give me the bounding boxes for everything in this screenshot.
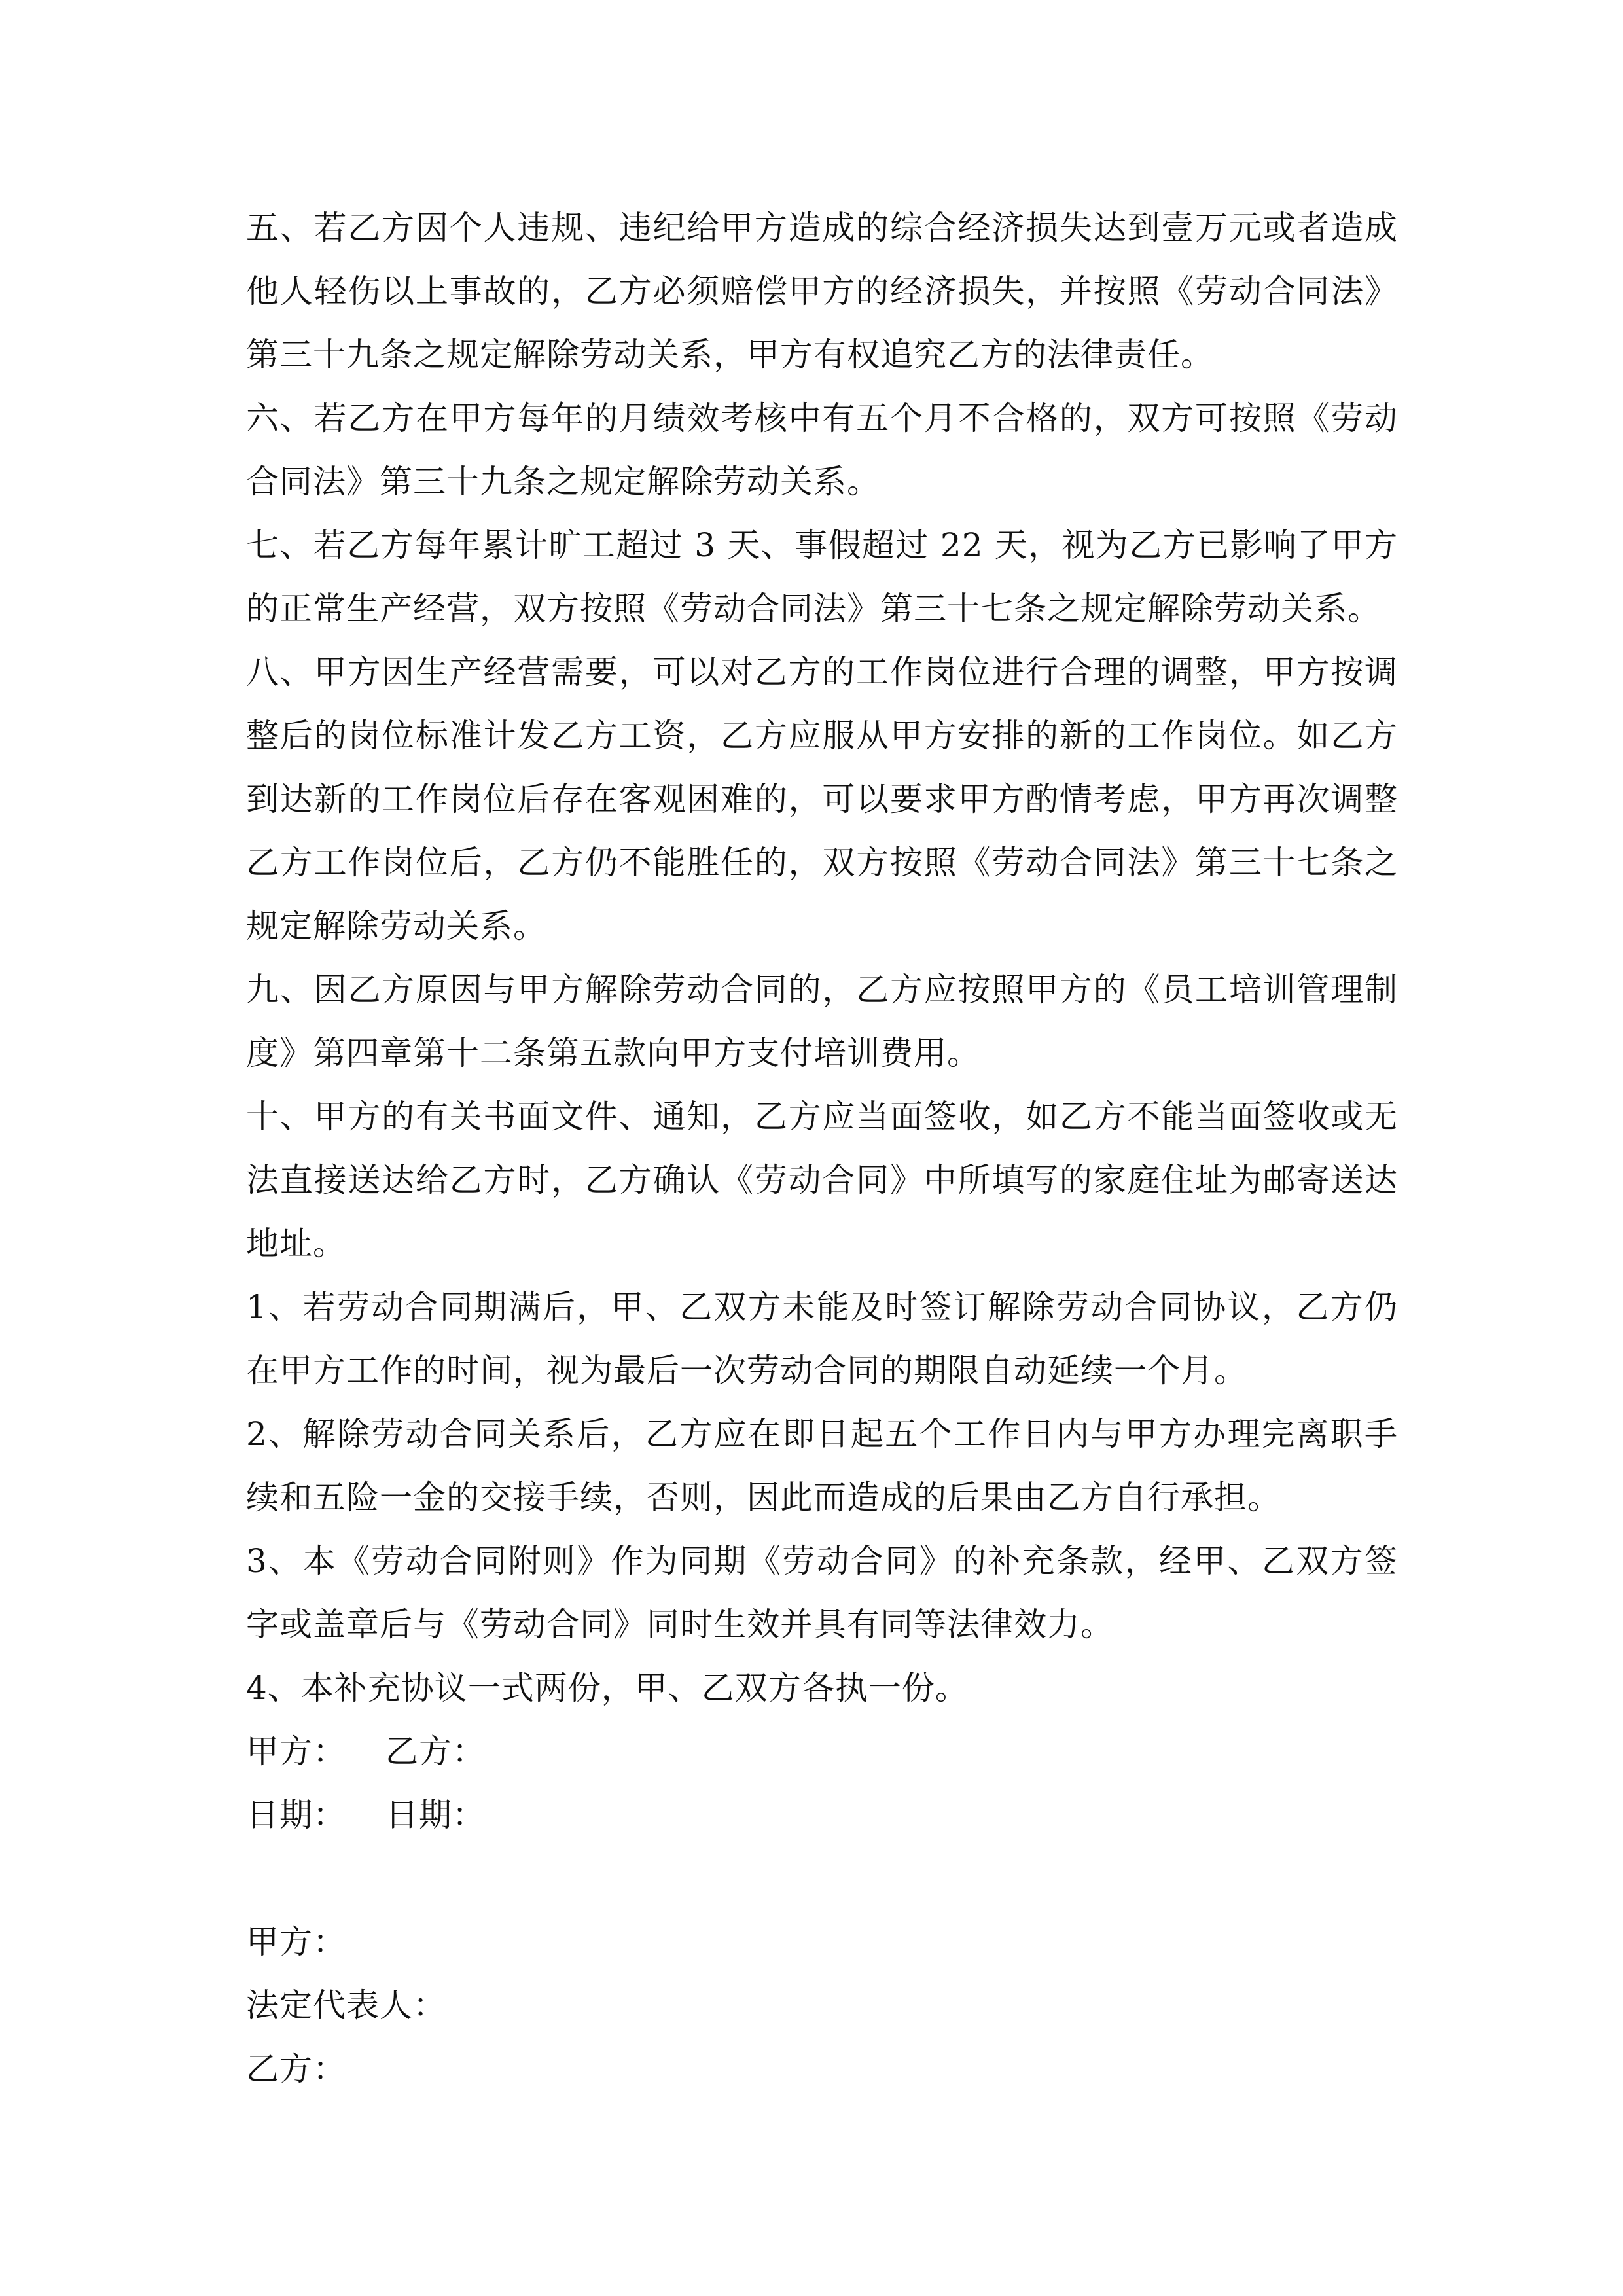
blank-line xyxy=(246,1847,1398,1910)
footer-party-b: 乙方： xyxy=(246,2050,346,2088)
sub-clause-1: 1、若劳动合同期满后，甲、乙双方未能及时签订解除劳动合同协议，乙方仍 在甲方工作的时间，视为最后一次劳动合同的期限自动延续一个月。 xyxy=(246,1288,1398,1390)
clause-6: 六、若乙方在甲方每年的月绩效考核中有五个月不合格的，双方可按照《劳动合同法》第三十九条之规定解除劳动关系。 xyxy=(246,399,1398,501)
clause-10: 十、甲方的有关书面文件、通知，乙方应当面签收，如乙方不能当面签收或无法直接送达给乙方时，乙方确认《劳动合同》中所填写的家庭住址为邮寄送达地址。 xyxy=(246,1098,1398,1263)
sub-clause-3: 3、本《劳动合同附则》作为同期《劳动合同》的补充条款，经甲、乙双方签字或盖章后与《劳动合同》同时生效并具有同等法律效力。 xyxy=(246,1542,1398,1643)
sub-clause-4: 4、本补充协议一式两份，甲、乙双方各执一份。 xyxy=(246,1669,969,1707)
clause-9: 九、因乙方原因与甲方解除劳动合同的，乙方应按照甲方的《员工培训管理制度》第四章第十二条第五款向甲方支付培训费用。 xyxy=(246,971,1398,1072)
contract-body xyxy=(246,196,1398,2101)
party-a-label: 甲方： xyxy=(246,1732,346,1770)
date-b-label: 日期： xyxy=(385,1796,486,1834)
clause-5: 五、若乙方因个人违规、违纪给甲方造成的综合经济损失达到壹万元或者造成他人轻伤以上事故的，乙方必须赔偿甲方的经济损失，并按照《劳动合同法》第三十九条之规定解除劳动关系，甲方有权追究乙方的法律责任。 xyxy=(246,209,1398,374)
footer-party-a: 甲方： xyxy=(246,1923,346,1961)
sub-clause-2: 2、解除劳动合同关系后，乙方应在即日起五个工作日内与甲方办理完离职手续和五险一金的交接手续，否则，因此而造成的后果由乙方自行承担。 xyxy=(246,1415,1398,1516)
clause-7: 七、若乙方每年累计旷工超过 3 天、事假超过 22 天，视为乙方已影响了甲方的正常生产经营，双方按照《劳动合同法》第三十七条之规定解除劳动关系。 xyxy=(246,526,1398,628)
party-b-label: 乙方： xyxy=(385,1732,486,1770)
signature-row-date xyxy=(246,1784,1398,1847)
clause-8: 八、甲方因生产经营需要，可以对乙方的工作岗位进行合理的调整，甲方按调整后的岗位标准计发乙方工资，乙方应服从甲方安排的新的工作岗位。如乙方到达新的工作岗位后存在客观困难的，可以要求甲方酌情考虑，甲方再次调整乙方工作岗位后，乙方仍不能胜任的，双方按照《劳动合同法》第三十七条之规定解除劳动关系。 xyxy=(246,653,1398,945)
footer-legal-rep: 法定代表人： xyxy=(246,1986,446,2024)
date-a-label: 日期： xyxy=(246,1796,346,1834)
signature-row-party xyxy=(246,1720,1398,1784)
